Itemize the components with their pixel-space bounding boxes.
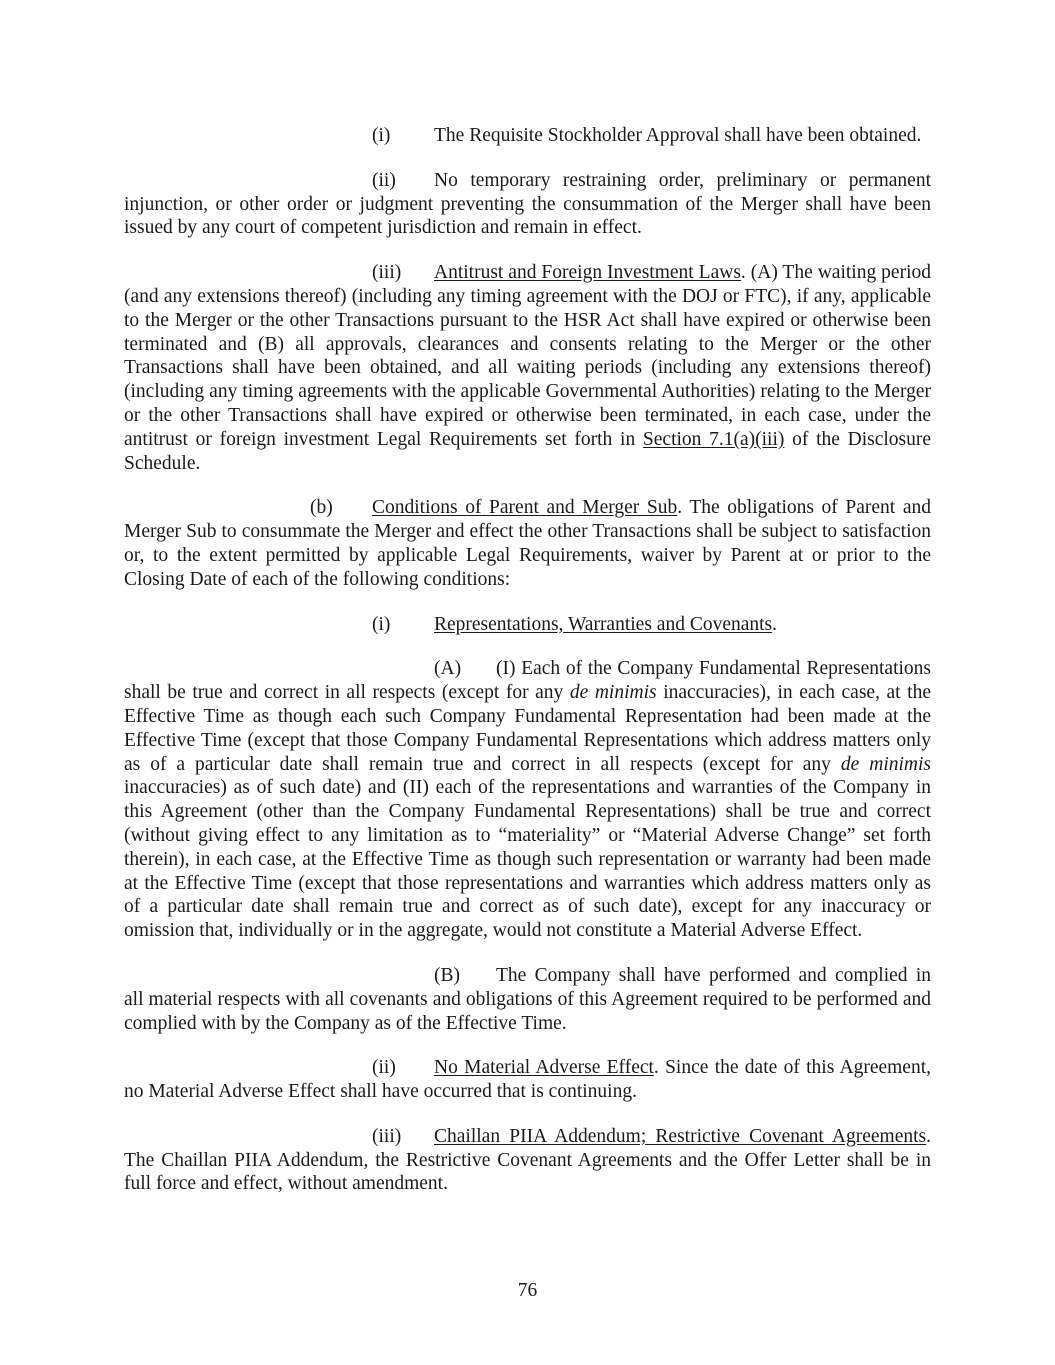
clause-b-i — [124, 613, 931, 637]
clause-b-i-B — [124, 964, 931, 1035]
clause-heading: Conditions of Parent and Merger Sub — [372, 497, 678, 519]
clause-a-ii — [124, 169, 931, 240]
clause-text: The Requisite Stockholder Approval shall have been obtained. — [434, 125, 922, 146]
clause-b-ii — [124, 1056, 931, 1104]
clause-heading: Chaillan PIIA Addendum; Restrictive Covenant Agreements — [434, 1125, 927, 1147]
clause-text: . The Chaillan PIIA Addendum, the Restrictive Covenant Agreements and the Offer Letter shall be in full force and effect, without amendment. — [124, 1125, 931, 1195]
clause-b-i-A — [124, 657, 931, 943]
clause-label: (B) — [434, 964, 460, 986]
clause-label: (i) — [372, 125, 391, 146]
clause-a-iii — [124, 261, 931, 475]
clause-label: (iii) — [372, 1125, 402, 1147]
clause-text: inaccuracies), in each case, at the Effective Time as though each such Company Fundamental Representation had been made at the Effective Time (except that those Company Fundamental Representations which address matters only as of a particular date shall remain true and correct in all respects (except for any — [124, 682, 931, 775]
clause-text: . Since the date of this Agreement, no Material Adverse Effect shall have occurred that is continuing. — [124, 1057, 931, 1103]
clause-text: The Company shall have performed and complied in all material respects with all covenants and obligations of this Agreement required to be performed and complied with by the Company as of the Effective Time. — [124, 964, 931, 1034]
clause-text: No temporary restraining order, preliminary or permanent injunction, or other order or judgment preventing the consummation of the Merger shall have been issued by any court of competent jurisdiction and remain in effect. — [124, 169, 931, 239]
clause-label: (ii) — [372, 169, 396, 191]
clause-a-i — [124, 124, 931, 148]
page-number: 76 — [517, 1280, 538, 1301]
section-reference: Section 7.1(a)(iii) — [642, 428, 785, 450]
italic-term: de minimis — [569, 682, 657, 704]
clause-text: of the Disclosure Schedule. — [124, 428, 932, 474]
clause-label: (iii) — [372, 262, 402, 284]
clause-sublabel: (I) — [496, 658, 516, 680]
clause-b — [124, 496, 931, 591]
clause-heading: No Material Adverse Effect — [434, 1057, 654, 1079]
document-page — [124, 124, 931, 1217]
clause-label: (ii) — [372, 1057, 396, 1079]
clause-label: (b) — [310, 497, 333, 519]
clause-text: Each of the Company Fundamental Representations shall be true and correct in all respects (except for any — [124, 658, 932, 704]
clause-text: . — [772, 613, 778, 635]
clause-heading: Antitrust and Foreign Investment Laws — [434, 262, 741, 284]
clause-heading: Representations, Warranties and Covenants — [434, 613, 773, 635]
clause-label: (i) — [372, 613, 391, 635]
clause-text: . (A) The waiting period (and any extensions thereof) (including any timing agreement with the DOJ or FTC), if any, applicable to the Merger or the other Transactions pursuant to the HSR Act shall have expired or otherwise been terminated and (B) all approvals, clearances and consents relating to the Merger or the other Transactions shall have been obtained, and all waiting periods (including any extensions thereof) (including any timing agreements with the applicable Governmental Authorities) relating to the Merger or the other Transactions shall have expired or otherwise been terminated, in each case, under the antitrust or foreign investment Legal Requirements set forth in — [124, 262, 931, 450]
clause-label: (A) — [434, 658, 462, 680]
clause-b-iii — [124, 1125, 931, 1196]
italic-term: de minimis — [840, 753, 931, 775]
clause-text: inaccuracies) as of such date) and (II) each of the representations and warranties of the Company in this Agreement (other than the Company Fundamental Representations) shall be true and correct (without giving effect to any limitation as to “materiality” or “Material Adverse Change” set forth therein), in each case, at the Effective Time as though such representation or warranty had been made at the Effective Time (except that those representations and warranties which address matters only as of a particular date shall remain true and correct as of such date), except for any inaccuracy or omission that, individually or in the aggregate, would not constitute a Material Adverse Effect. — [124, 777, 931, 942]
clause-text: . The obligations of Parent and Merger Sub to consummate the Merger and effect the other Transactions shall be subject to satisfaction or, to the extent permitted by applicable Legal Requirements, waiver by Parent at or prior to the Closing Date of each of the following conditions: — [124, 497, 931, 590]
